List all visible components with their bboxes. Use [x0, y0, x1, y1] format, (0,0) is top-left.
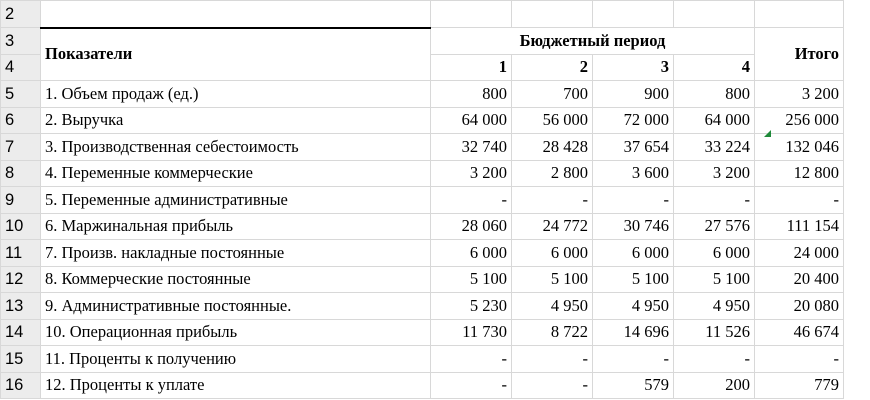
value-cell[interactable]: 5 100 — [593, 266, 674, 293]
period-header[interactable]: 3 — [593, 54, 674, 81]
period-header[interactable]: 4 — [674, 54, 755, 81]
value-cell[interactable]: - — [431, 372, 512, 399]
row-header[interactable]: 15 — [1, 346, 41, 373]
total-cell[interactable]: 111 154 — [755, 213, 844, 240]
indicators-header[interactable]: Показатели — [41, 28, 431, 81]
value-cell[interactable]: 2 800 — [512, 160, 593, 187]
row-label[interactable]: 1. Объем продаж (ед.) — [41, 81, 431, 108]
total-cell[interactable]: 12 800 — [755, 160, 844, 187]
value-cell[interactable]: 6 000 — [512, 240, 593, 267]
value-cell[interactable]: 800 — [674, 81, 755, 108]
table-row — [1, 81, 844, 108]
row-label[interactable]: 6. Маржинальная прибыль — [41, 213, 431, 240]
total-cell[interactable]: 779 — [755, 372, 844, 399]
row-label[interactable]: 9. Административные постоянные. — [41, 293, 431, 320]
table-row — [1, 187, 844, 214]
cell[interactable] — [512, 1, 593, 28]
row-header[interactable]: 14 — [1, 319, 41, 346]
row-label[interactable]: 10. Операционная прибыль — [41, 319, 431, 346]
value-cell[interactable]: 3 200 — [674, 160, 755, 187]
value-cell[interactable]: 3 600 — [593, 160, 674, 187]
value-cell[interactable]: 5 230 — [431, 293, 512, 320]
value-cell[interactable]: 28 060 — [431, 213, 512, 240]
total-cell[interactable]: 256 000 — [755, 107, 844, 134]
row-header[interactable]: 3 — [1, 28, 41, 55]
total-header[interactable]: Итого — [755, 28, 844, 81]
value-cell[interactable]: 24 772 — [512, 213, 593, 240]
value-cell[interactable]: 200 — [674, 372, 755, 399]
value-cell[interactable]: 27 576 — [674, 213, 755, 240]
value-cell[interactable]: 8 722 — [512, 319, 593, 346]
row-label[interactable]: 4. Переменные коммерческие — [41, 160, 431, 187]
value-cell[interactable]: 11 730 — [431, 319, 512, 346]
value-cell[interactable]: 28 428 — [512, 134, 593, 161]
total-cell[interactable]: - — [755, 187, 844, 214]
value-cell[interactable]: 33 224 — [674, 134, 755, 161]
row-label[interactable]: 5. Переменные административные — [41, 187, 431, 214]
cell[interactable] — [41, 1, 431, 28]
cell[interactable] — [755, 1, 844, 28]
row-header[interactable]: 6 — [1, 107, 41, 134]
value-cell[interactable]: 579 — [593, 372, 674, 399]
row-label[interactable]: 3. Производственная себестоимость — [41, 134, 431, 161]
table-row — [1, 293, 844, 320]
row-header[interactable]: 13 — [1, 293, 41, 320]
total-cell[interactable]: 20 400 — [755, 266, 844, 293]
value-cell[interactable]: 56 000 — [512, 107, 593, 134]
value-cell[interactable]: 4 950 — [593, 293, 674, 320]
row-header[interactable]: 16 — [1, 372, 41, 399]
table-row — [1, 213, 844, 240]
value-cell[interactable]: 30 746 — [593, 213, 674, 240]
cell[interactable] — [674, 1, 755, 28]
row-header[interactable]: 12 — [1, 266, 41, 293]
row-header[interactable]: 4 — [1, 54, 41, 81]
value-cell[interactable]: 5 100 — [674, 266, 755, 293]
value-cell[interactable]: - — [593, 346, 674, 373]
row-header[interactable]: 8 — [1, 160, 41, 187]
value-cell[interactable]: 37 654 — [593, 134, 674, 161]
value-cell[interactable]: 64 000 — [431, 107, 512, 134]
comment-marker — [764, 130, 771, 137]
row-header[interactable]: 7 — [1, 134, 41, 161]
row-label[interactable]: 8. Коммерческие постоянные — [41, 266, 431, 293]
table-row — [1, 266, 844, 293]
period-header[interactable]: 2 — [512, 54, 593, 81]
value-cell[interactable]: 700 — [512, 81, 593, 108]
row-label[interactable]: 2. Выручка — [41, 107, 431, 134]
value-cell[interactable]: 800 — [431, 81, 512, 108]
value-cell[interactable]: - — [512, 372, 593, 399]
value-cell[interactable]: 6 000 — [674, 240, 755, 267]
row-header[interactable]: 9 — [1, 187, 41, 214]
table-row — [1, 134, 844, 161]
value-cell[interactable]: 4 950 — [674, 293, 755, 320]
value-cell[interactable]: 6 000 — [431, 240, 512, 267]
row-label[interactable]: 7. Произв. накладные постоянные — [41, 240, 431, 267]
total-cell[interactable]: 46 674 — [755, 319, 844, 346]
value-cell[interactable]: 900 — [593, 81, 674, 108]
value-cell[interactable]: 14 696 — [593, 319, 674, 346]
value-cell[interactable]: - — [512, 346, 593, 373]
row-label[interactable]: 11. Проценты к получению — [41, 346, 431, 373]
budget-period-header[interactable]: Бюджетный период — [431, 28, 755, 55]
value-cell[interactable]: - — [674, 346, 755, 373]
value-cell[interactable]: 32 740 — [431, 134, 512, 161]
period-header[interactable]: 1 — [431, 54, 512, 81]
value-cell[interactable]: 4 950 — [512, 293, 593, 320]
cell[interactable] — [593, 1, 674, 28]
row-header[interactable]: 5 — [1, 81, 41, 108]
total-cell[interactable]: 20 080 — [755, 293, 844, 320]
table-row — [1, 319, 844, 346]
value-cell[interactable]: - — [512, 187, 593, 214]
table-row — [1, 107, 844, 134]
total-cell[interactable]: - — [755, 346, 844, 373]
row-label[interactable]: 12. Проценты к уплате — [41, 372, 431, 399]
value-cell[interactable]: 3 200 — [431, 160, 512, 187]
sheet-row — [1, 28, 844, 55]
total-cell[interactable]: 132 046 — [755, 134, 844, 161]
value-cell[interactable]: 11 526 — [674, 319, 755, 346]
table-row — [1, 372, 844, 399]
row-header[interactable]: 2 — [1, 1, 41, 28]
value-cell[interactable]: - — [431, 187, 512, 214]
row-header[interactable]: 10 — [1, 213, 41, 240]
value-cell[interactable]: 6 000 — [593, 240, 674, 267]
value-cell[interactable]: - — [674, 187, 755, 214]
value-cell[interactable]: 5 100 — [431, 266, 512, 293]
sheet-row — [1, 1, 844, 28]
table-row — [1, 346, 844, 373]
value-cell[interactable]: 72 000 — [593, 107, 674, 134]
row-header[interactable]: 11 — [1, 240, 41, 267]
value-cell[interactable]: - — [431, 346, 512, 373]
value-cell[interactable]: 5 100 — [512, 266, 593, 293]
total-cell[interactable]: 24 000 — [755, 240, 844, 267]
table-row — [1, 240, 844, 267]
total-cell[interactable]: 3 200 — [755, 81, 844, 108]
cell[interactable] — [431, 1, 512, 28]
table-row — [1, 160, 844, 187]
value-cell[interactable]: 64 000 — [674, 107, 755, 134]
value-cell[interactable]: - — [593, 187, 674, 214]
